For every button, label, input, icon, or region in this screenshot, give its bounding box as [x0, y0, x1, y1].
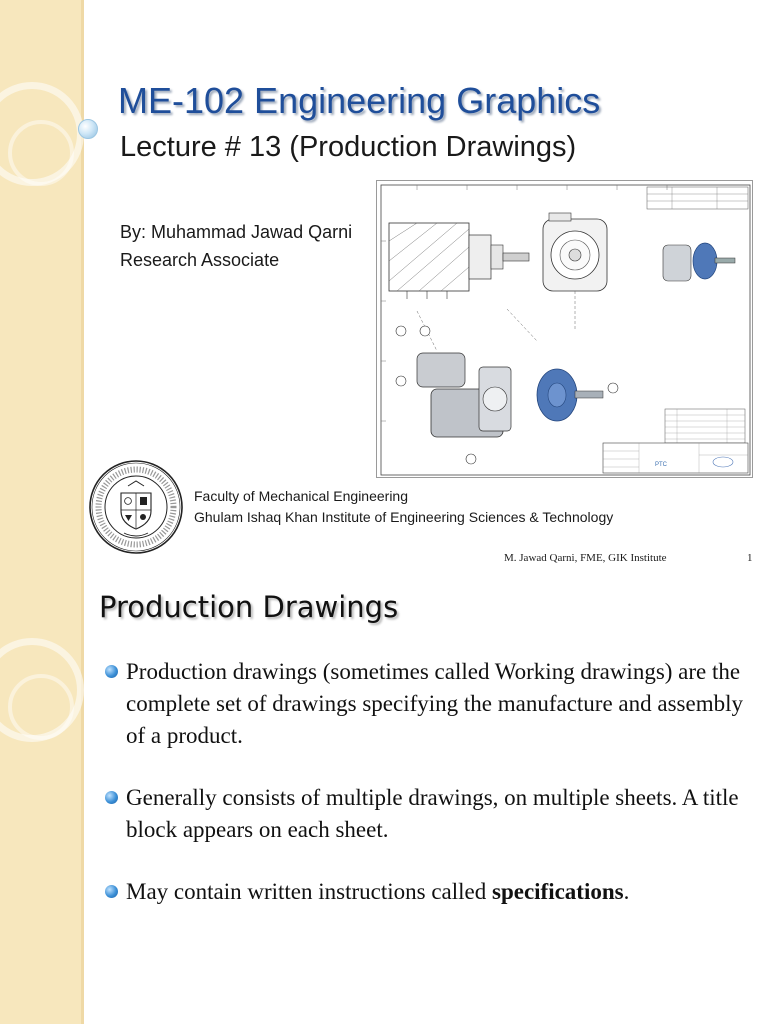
decorative-ring: [8, 674, 74, 740]
decorative-side-band: [0, 576, 84, 1024]
faculty-name: Faculty of Mechanical Engineering: [194, 488, 409, 504]
decorative-bubble-icon: [78, 119, 98, 139]
slide-title: ME-102 Engineering Graphics: [118, 80, 601, 121]
slide-footer: M. Jawad Qarni, FME, GIK Institute: [504, 552, 667, 564]
content-slide: [0, 576, 768, 1024]
slide-heading: Production Drawings: [99, 590, 399, 624]
bullet-item: [104, 782, 754, 846]
bullet-dot-icon: [105, 885, 118, 898]
bullet-text: Production drawings (sometimes called Working drawings) are the complete set of drawings specifying the manufacture and assembly of a product.: [126, 659, 743, 748]
author-name: By: Muhammad Jawad Qarni: [120, 222, 353, 242]
bullet-item: [104, 876, 754, 908]
institute-seal-logo: [88, 459, 184, 555]
bullet-dot-icon: [105, 665, 118, 678]
slide-subtitle: Lecture # 13 (Production Drawings): [120, 131, 577, 163]
drawing-logo-text: PTC: [655, 462, 667, 468]
bullet-text: May contain written instructions called: [126, 879, 492, 904]
institute-name: Ghulam Ishaq Khan Institute of Engineering Sciences & Technology: [194, 509, 614, 525]
bullet-list: [104, 656, 754, 938]
engineering-drawing-image: [376, 180, 753, 478]
decorative-ring: [8, 120, 74, 186]
slide-number: 1: [747, 552, 753, 564]
bullet-bold-term: specifications: [492, 879, 624, 904]
bullet-item: [104, 656, 754, 752]
bullet-text-end: .: [623, 879, 630, 904]
author-role: Research Associate: [120, 250, 280, 270]
bullet-text: Generally consists of multiple drawings, on multiple sheets. A title block appears on each sheet.: [126, 785, 739, 842]
decorative-side-band: [0, 0, 84, 576]
bullet-dot-icon: [105, 791, 118, 804]
